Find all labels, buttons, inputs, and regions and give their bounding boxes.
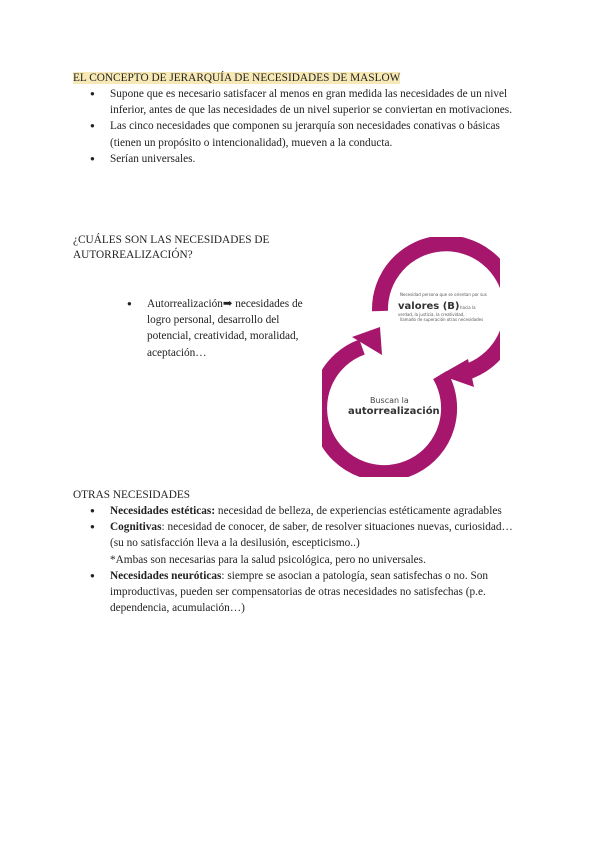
list-item-text: Supone que es necesario satisfacer al menos en gran medida las necesidades de un nivel inferior, antes de que las necesidades de un nivel superior se conviertan en motivaciones. (110, 88, 513, 117)
list-item (125, 296, 315, 361)
list-item-text: Las cinco necesidades que componen su jerarquía son necesidades conativas o básicas (tienen un propósito o intencionalidad), mueven a la conducta. (110, 120, 500, 149)
list-item (88, 86, 528, 118)
section1-list (88, 86, 528, 167)
item-label: Cognitivas (110, 521, 162, 534)
list-item-text: Serían universales. (110, 152, 196, 165)
list-item (88, 503, 528, 519)
bottom-small-text: Buscan la (370, 396, 409, 405)
item-text: : siempre se asocian a patología, sean satisfechas o no. Son improductivas, pueden ser compensatorias de otras necesidades no satisfechas (p.e. dependencia, acumulación…) (110, 569, 489, 615)
top-main-text: valores (B) (398, 301, 460, 312)
section1-title-text: EL CONCEPTO DE JERARQUÍA DE NECESIDADES DE MASLOW (73, 72, 401, 84)
section2-list (125, 296, 315, 361)
top-line3-text: llamado de superación otras necesidades (400, 317, 484, 322)
item-text: necesidad de belleza, de experiencias estéticamente agradables (215, 505, 502, 517)
bottom-main-text: autorrealización (348, 406, 440, 417)
maslow-cycle-graphic (322, 237, 500, 477)
list-item-text: Autorrealización➡ necesidades de logro personal, desarrollo del potencial, creatividad, moralidad, aceptación… (147, 298, 303, 359)
top-side-text: hacia la (460, 305, 476, 310)
section3-list (88, 503, 528, 616)
list-item (88, 519, 528, 568)
item-label: Necesidades estéticas: (110, 505, 216, 517)
item-text: : necesidad de conocer, de saber, de resolver situaciones nuevas, curiosidad… (su no satisfacción lleva a la desilusión, escepticismo..) (110, 521, 513, 550)
section3-title: OTRAS NECESIDADES (73, 489, 191, 501)
list-item (88, 151, 528, 167)
note-text: *Ambas son necesarias para la salud psicológica, pero no universales. (110, 553, 426, 566)
top-line2-text: verdad, la justicia, la creatividad, (398, 312, 465, 317)
list-item (88, 118, 528, 150)
section2-title: ¿CUÁLES SON LAS NECESIDADES DE AUTORREALIZACIÓN? (73, 234, 270, 261)
top-small-text: Necesidad persona que se orientan por sus (400, 292, 487, 297)
list-item (88, 568, 528, 617)
section1-title (73, 71, 400, 86)
item-label: Necesidades neuróticas (110, 569, 222, 582)
